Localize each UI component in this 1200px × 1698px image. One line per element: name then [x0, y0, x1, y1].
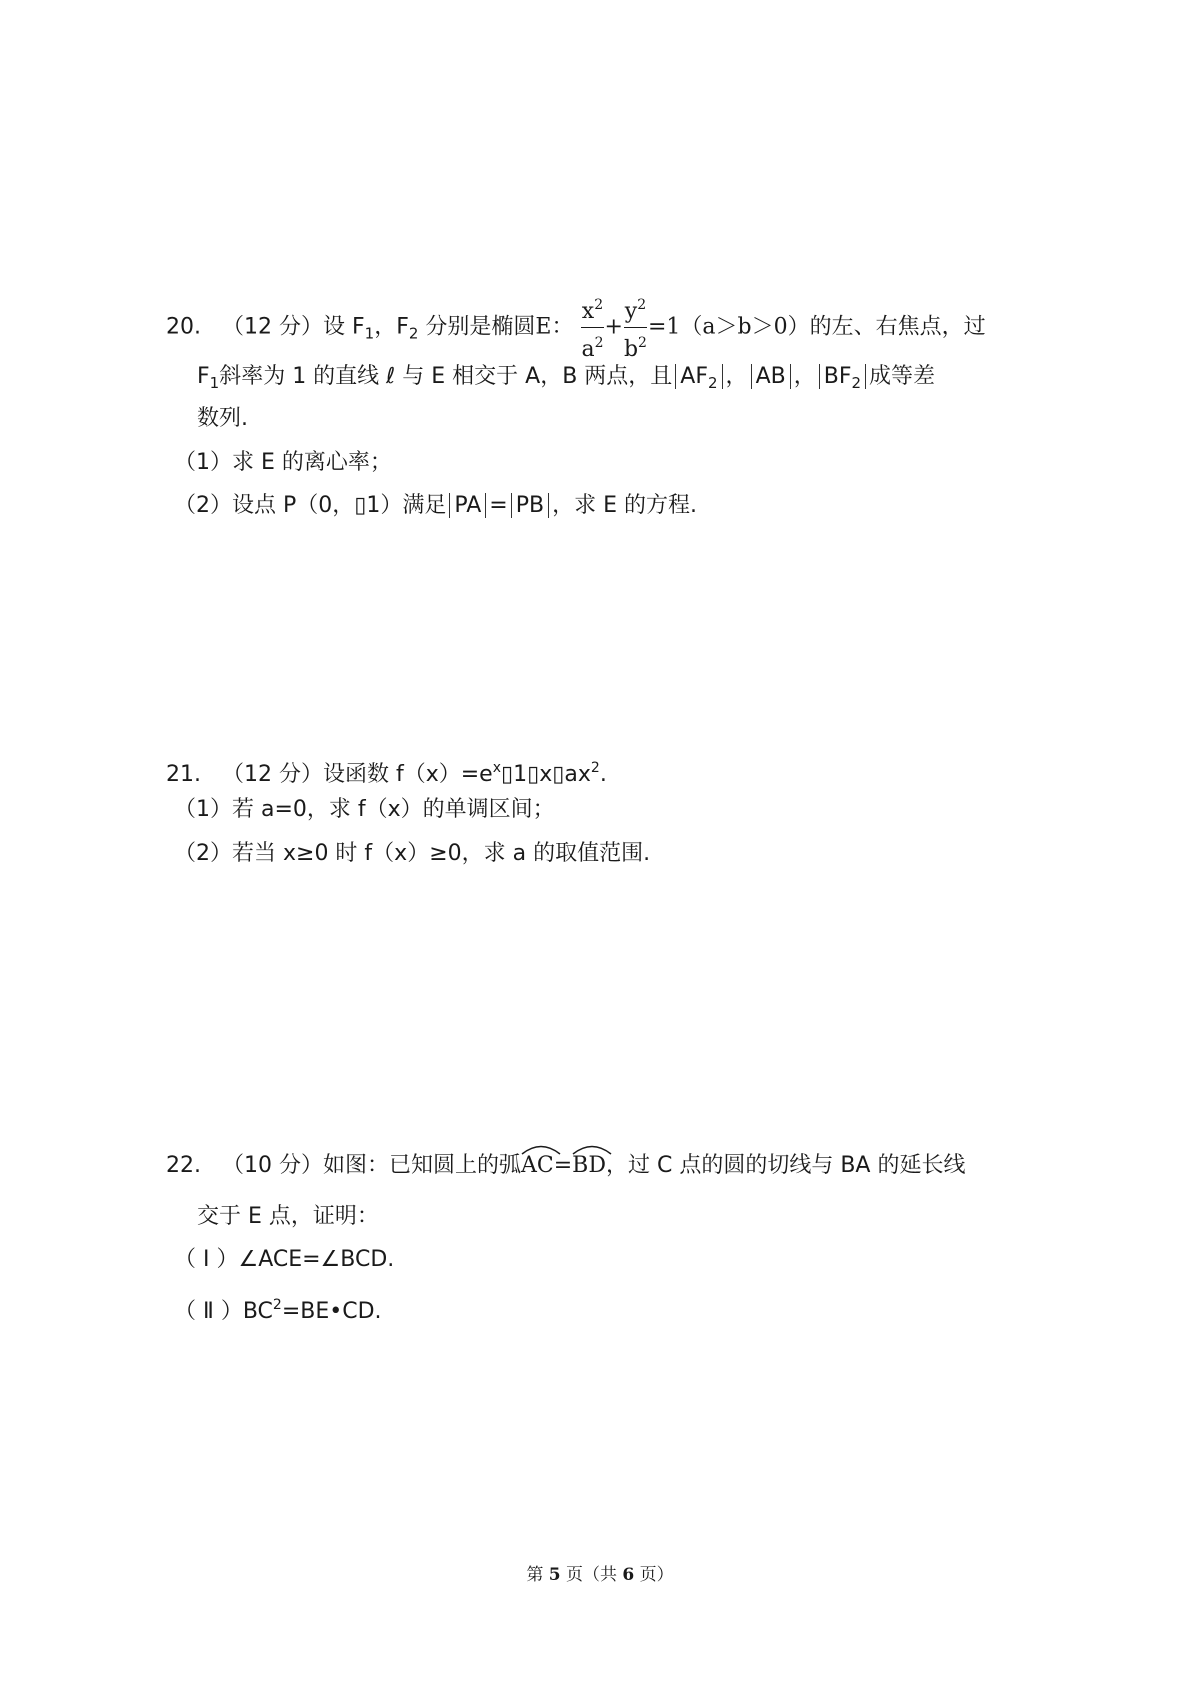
question-number: 20.: [166, 314, 201, 340]
arc-mark-icon: [572, 1143, 612, 1155]
fraction-y2-b2: $\frac{y^2}{b^2}$: [623, 297, 647, 362]
question-21-part-2: （2）若当 x≥0 时 f（x）≥0，求 a 的取值范围.: [174, 841, 651, 866]
missing-glyph: ▯: [354, 493, 367, 518]
question-22-line-2: 交于 E 点，证明：: [197, 1204, 379, 1229]
question-score: （12 分）: [221, 314, 323, 340]
question-21-line-1: 21. （12 分）设函数 $f(x)=e^x▯1▯x▯ax^2$.: [166, 760, 607, 787]
question-22-line-1: 22. （10 分）如图：已知圆上的弧 AC= BD，过 C 点的圆的切线与 BA 的延长线: [166, 1151, 965, 1181]
question-20-part-2: （2）设点 P（0，▯1）满足 PA = PB ，求 E 的方程.: [174, 493, 697, 518]
ellipse-label: E：: [535, 314, 574, 340]
page-footer: 第 5 页（共 6 页）: [526, 1565, 674, 1585]
missing-glyph: ▯: [527, 762, 540, 787]
question-21-part-1: （1）若 a=0，求 f（x）的单调区间；: [174, 797, 555, 822]
missing-glyph: ▯: [552, 762, 565, 787]
abs-ab: AB: [751, 364, 791, 389]
page-total: 6: [622, 1565, 635, 1585]
fraction-x2-a2: $\frac{x^2}{a^2}$: [581, 297, 604, 362]
question-20-line-1: 20. （12 分）设 $F_1$，$F_2$ 分别是椭圆E： $\frac{x^2}{a^2}$ + $\frac{y^2}{b^2}$ =1（a＞b＞0）的左、右焦点，过: [166, 290, 986, 365]
abs-bf2: $BF_2$: [819, 364, 866, 389]
page-number: 5: [548, 1565, 561, 1585]
abs-af2: $AF_2$: [675, 364, 722, 389]
question-score: （10 分）: [221, 1153, 323, 1178]
equation-rhs: =1（a＞b＞0）: [647, 314, 810, 340]
question-20-line-2: $F_1$斜率为 1 的直线 ℓ 与 E 相交于 A，B 两点，且 $AF_2$ ， AB ， $BF_2$ 成等差: [197, 364, 936, 392]
question-number: 22.: [166, 1153, 201, 1178]
arc-bd: BD: [572, 1151, 606, 1181]
question-20-part-1: （1）求 E 的离心率；: [174, 450, 392, 475]
missing-glyph: ▯: [501, 762, 514, 787]
arc-mark-icon: [521, 1143, 561, 1155]
question-number: 21.: [166, 762, 201, 787]
question-22-part-1: （ Ⅰ ）∠ACE=∠BCD.: [174, 1247, 395, 1272]
question-score: （12 分）: [221, 762, 323, 787]
question-20-line-3: 数列.: [197, 406, 248, 431]
question-22-part-2: （ Ⅱ ）$BC^2=BE•CD$.: [174, 1297, 382, 1324]
arc-ac: AC: [521, 1151, 554, 1181]
